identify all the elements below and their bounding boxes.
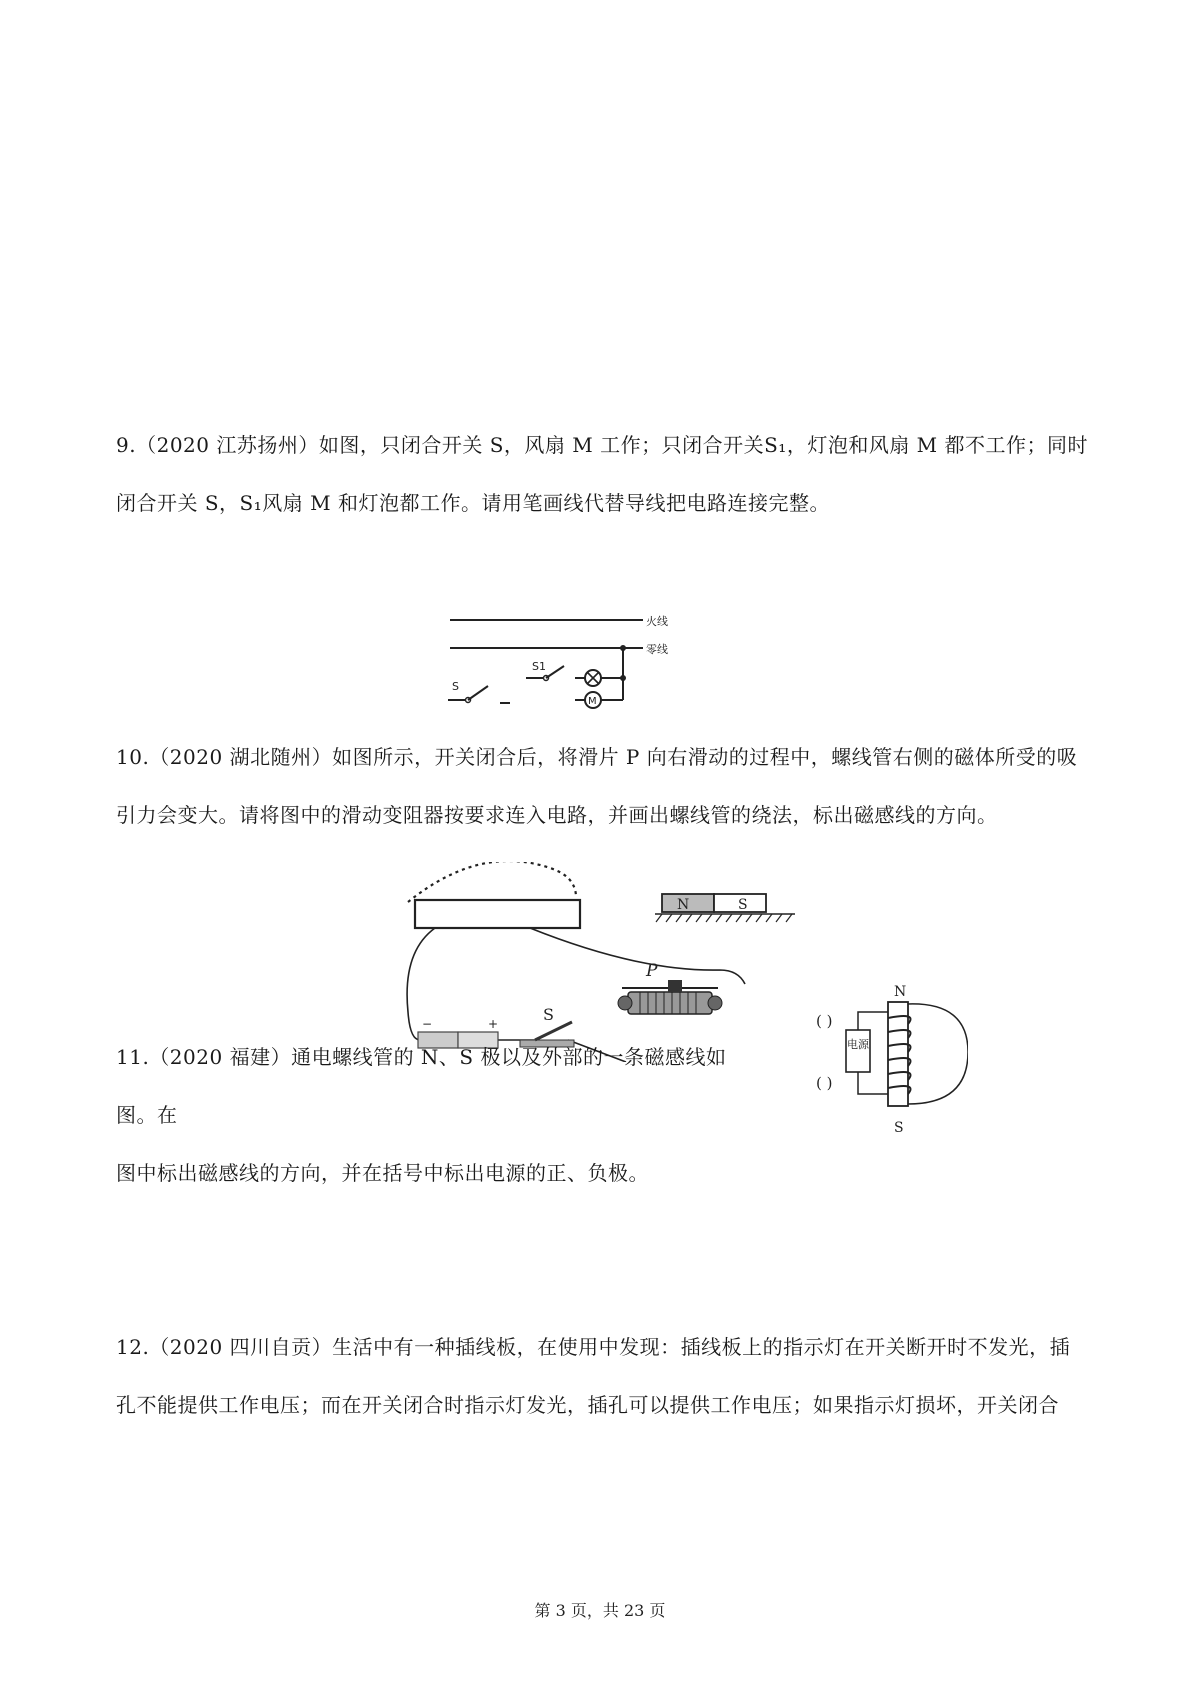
switch-s-symbol (448, 680, 510, 703)
svg-text:S: S (452, 680, 459, 693)
switch-s1-symbol (526, 660, 564, 681)
svg-text:S: S (738, 897, 748, 913)
question-12-line-1: 12.（2020 四川自贡）生活中有一种插线板，在使用中发现：插线板上的指示灯在开关断开时不发光，插 (116, 1335, 1071, 1359)
power-label-1: 电源 (847, 1038, 869, 1051)
question-12 (116, 1318, 1096, 1434)
question-9-line-2: 闭合开关 S，S₁风扇 M 和灯泡都工作。请用笔画线代替导线把电路连接完整。 (116, 491, 830, 515)
question-9-line-1: 9.（2020 江苏扬州）如图，只闭合开关 S，风扇 M 工作；只闭合开关S₁，灯泡和风扇 M 都不工作；同时 (116, 433, 1089, 457)
motor-symbol (585, 692, 601, 708)
svg-text:+: + (488, 1017, 499, 1031)
svg-text:N: N (677, 897, 690, 913)
question-9 (116, 416, 1096, 532)
svg-text:−: − (422, 1017, 433, 1031)
pole-s-label: S (894, 1120, 904, 1134)
question-11 (116, 1028, 736, 1202)
svg-text:S: S (543, 1005, 554, 1024)
coil-dashed-arc (408, 862, 576, 902)
question-11-solenoid-figure (808, 982, 968, 1134)
question-10-line-2: 引力会变大。请将图中的滑动变阻器按要求连入电路，并画出螺线管的绕法，标出磁感线的方向。 (116, 803, 998, 827)
question-11-line-1: 11.（2020 福建）通电螺线管的 N、S 极以及外部的一条磁感线如图。在 (116, 1045, 727, 1127)
svg-text:M: M (588, 696, 597, 707)
bar-magnet (655, 894, 795, 922)
page-footer: 第 3 页，共 23 页 (534, 1601, 666, 1620)
question-10 (116, 728, 1096, 844)
live-wire-label: 火线 (646, 615, 668, 628)
question-12-line-2: 孔不能提供工作电压；而在开关闭合时指示灯发光，插孔可以提供工作电压；如果指示灯损坏，开关闭合 (116, 1393, 1059, 1417)
slide-rheostat (618, 961, 722, 1014)
solenoid-core (415, 900, 580, 928)
question-11-line-2: 图中标出磁感线的方向，并在括号中标出电源的正、负极。 (116, 1161, 649, 1185)
magnetic-field-line (908, 1004, 968, 1104)
lamp-symbol (585, 670, 601, 686)
svg-text:P: P (646, 961, 658, 981)
power-source-box (846, 1030, 870, 1072)
question-10-line-1: 10.（2020 湖北随州）如图所示，开关闭合后，将滑片 P 向右滑动的过程中，螺线管右侧的磁体所受的吸 (116, 745, 1078, 769)
bracket-bottom: ( ) (816, 1074, 833, 1092)
neutral-wire-label: 零线 (646, 643, 668, 656)
question-9-circuit-figure (448, 604, 688, 716)
pole-n-label: N (894, 984, 907, 1000)
bracket-top: ( ) (816, 1012, 833, 1030)
svg-text:S1: S1 (532, 660, 546, 673)
